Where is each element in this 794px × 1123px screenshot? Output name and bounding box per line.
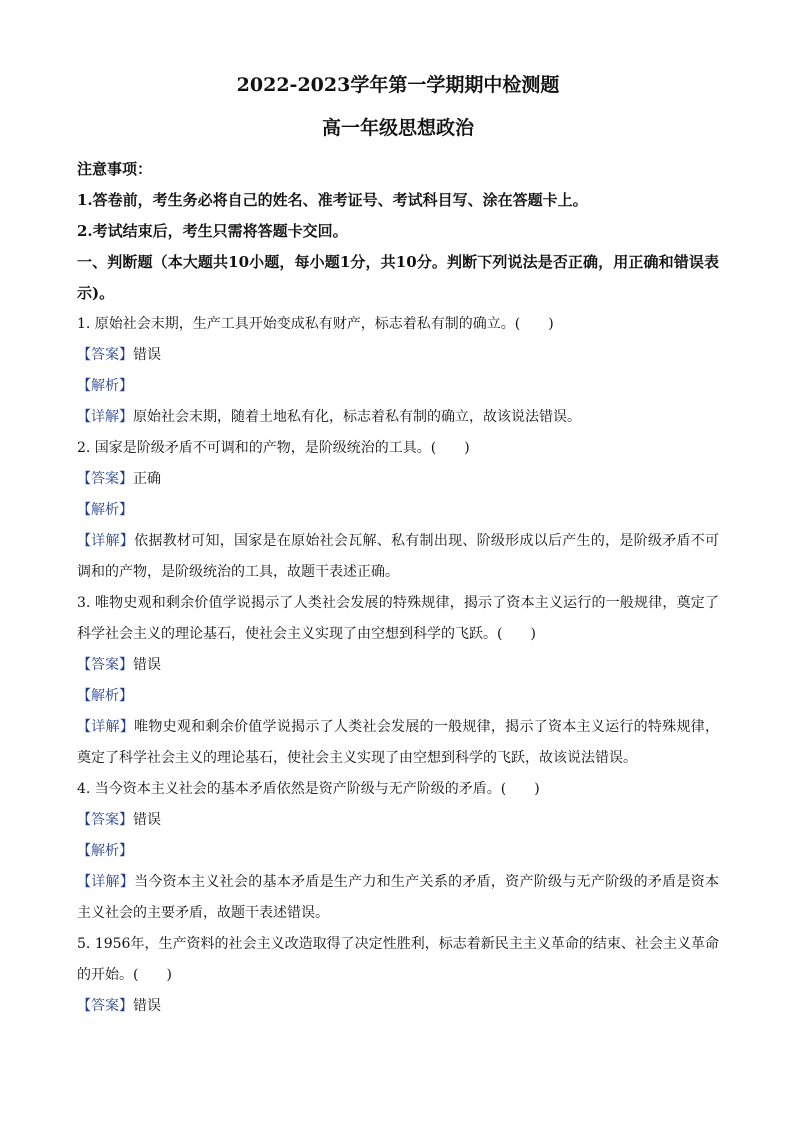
notice-item: 2.考试结束后，考生只需将答题卡交回。 (77, 222, 348, 240)
analysis-line (77, 681, 719, 712)
analysis-line (77, 371, 719, 402)
detail-tag: 【详解】 (77, 874, 135, 890)
answer-tag: 【答案】 (77, 471, 133, 487)
answer-value: 错误 (133, 347, 161, 363)
detail-tag: 【详解】 (77, 409, 133, 425)
answer-line (77, 340, 719, 371)
question-stem: 4. 当今资本主义社会的基本矛盾依然是资产阶级与无产阶级的矛盾。( ) (77, 781, 540, 797)
answer-tag: 【答案】 (77, 657, 133, 673)
document-subtitle: 高一年级思想政治 (321, 117, 474, 139)
answer-tag: 【答案】 (77, 998, 133, 1014)
analysis-line (77, 495, 719, 526)
notice-title: 注意事项： (77, 160, 153, 178)
analysis-tag: 【解析】 (77, 502, 133, 518)
detail-line (77, 867, 719, 929)
detail-tag: 【详解】 (77, 719, 135, 735)
notice-item: 1.答卷前，考生务必将自己的姓名、准考证号、考试科目写、涂在答题卡上。 (77, 191, 588, 209)
analysis-tag: 【解析】 (77, 378, 133, 394)
section-title: 一、判断题（本大题共10小题，每小题1分，共10分。判断下列说法是否正确，用正确和错误表示)。 (77, 253, 719, 302)
document-page (77, 72, 719, 1022)
detail-text: 原始社会末期，随着土地私有化，标志着私有制的确立，故该说法错误。 (133, 409, 581, 425)
detail-tag: 【详解】 (77, 533, 135, 549)
document-title: 2022-2023学年第一学期期中检测题 (236, 74, 560, 96)
analysis-tag: 【解析】 (77, 688, 133, 704)
answer-tag: 【答案】 (77, 347, 133, 363)
answer-line (77, 991, 719, 1022)
detail-line (77, 712, 719, 774)
answer-value: 正确 (133, 471, 161, 487)
analysis-line (77, 836, 719, 867)
answer-value: 错误 (133, 812, 161, 828)
answer-line (77, 464, 719, 495)
detail-text: 依据教材可知，国家是在原始社会瓦解、私有制出现、阶级形成以后产生的，是阶级矛盾不可调和的产物，是阶级统治的工具，故题干表述正确。 (77, 533, 720, 580)
answer-value: 错误 (133, 998, 161, 1014)
question-stem: 3. 唯物史观和剩余价值学说揭示了人类社会发展的特殊规律，揭示了资本主义运行的一般规律，奠定了科学社会主义的理论基石，使社会主义实现了由空想到科学的飞跃。( ) (77, 595, 719, 642)
question-stem: 2. 国家是阶级矛盾不可调和的产物，是阶级统治的工具。( ) (77, 440, 470, 456)
detail-text: 当今资本主义社会的基本矛盾是生产力和生产关系的矛盾，资产阶级与无产阶级的矛盾是资本主义社会的主要矛盾，故题干表述错误。 (77, 874, 720, 921)
answer-value: 错误 (133, 657, 161, 673)
answer-line (77, 650, 719, 681)
detail-line (77, 402, 719, 433)
answer-line (77, 805, 719, 836)
analysis-tag: 【解析】 (77, 843, 133, 859)
question-stem: 5. 1956年，生产资料的社会主义改造取得了决定性胜利，标志着新民主主义革命的结束、社会主义革命的开始。( ) (77, 936, 719, 983)
question-stem: 1. 原始社会末期，生产工具开始变成私有财产，标志着私有制的确立。( ) (77, 316, 554, 332)
detail-line (77, 526, 719, 588)
answer-tag: 【答案】 (77, 812, 133, 828)
detail-text: 唯物史观和剩余价值学说揭示了人类社会发展的一般规律，揭示了资本主义运行的特殊规律，奠定了科学社会主义的理论基石，使社会主义实现了由空想到科学的飞跃，故该说法错误。 (77, 719, 720, 766)
